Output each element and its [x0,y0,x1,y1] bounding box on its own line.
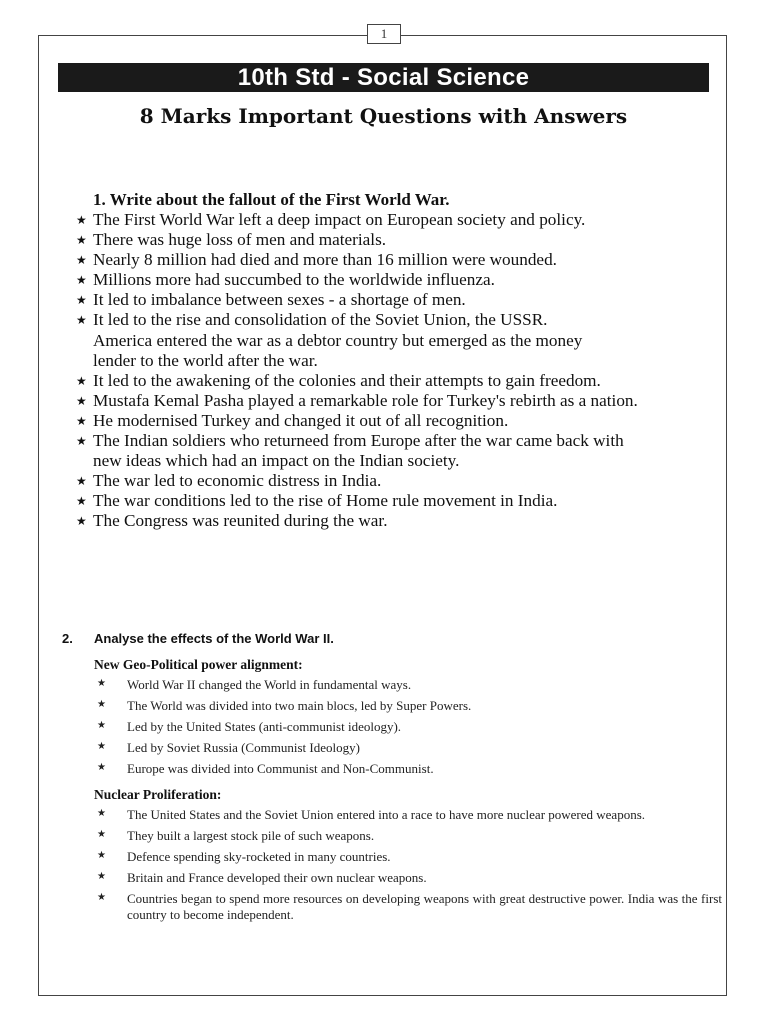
list-item [76,290,726,310]
star-icon: ★ [76,474,87,489]
list-item-text: The Congress was reunited during the war. [93,511,388,531]
question-1-title: 1. Write about the fallout of the First World War. [93,190,450,209]
question-2 [62,630,722,928]
star-icon: ★ [97,891,106,903]
list-item-text: There was huge loss of men and materials. [93,230,387,250]
list-item-text: The United States and the Soviet Union entered into a race to have more nuclear powered weapons. [127,806,646,822]
list-item [76,210,726,230]
list-item [76,491,726,511]
list-item [94,891,722,924]
list-item-text: Europe was divided into Communist and Non-Communist. [127,761,434,776]
question-2-title: Analyse the effects of the World War II. [94,631,334,646]
list-item [94,719,722,736]
list-item [76,250,726,270]
list-item-text: The First World War left a deep impact on European society and policy. [93,210,586,229]
list-item-text: It led to imbalance between sexes - a shortage of men. [93,290,466,310]
star-icon: ★ [97,720,106,731]
list-item [76,270,726,290]
list-item [76,230,726,250]
list-item-text: The Indian soldiers who returneed from Europe after the war came back with new ideas which had an impact on the Indian society. [93,431,624,471]
star-icon: ★ [76,514,87,529]
list-item-text: They built a largest stock pile of such weapons. [127,827,375,843]
star-icon: ★ [97,828,106,840]
star-icon: ★ [97,762,106,773]
list-item [76,391,726,411]
list-item-text: Countries began to spend more resources on developing weapons with great destructive power. India was the first country to become independent. [127,890,722,922]
question-1 [76,190,726,532]
section-heading: New Geo-Political power alignment: [94,657,303,672]
star-icon: ★ [97,678,106,689]
list-item [94,807,722,824]
question-2-header [62,630,722,648]
star-icon: ★ [76,233,87,248]
star-icon: ★ [97,699,106,710]
page-title: 10th Std - Social Science [58,63,709,92]
list-item [94,870,722,887]
star-icon: ★ [76,393,87,408]
star-icon: ★ [76,293,87,308]
list-item-text: It led to the awakening of the colonies and their attempts to gain freedom. [93,370,601,390]
list-item-text: The World was divided into two main blocs, led by Super Powers. [127,698,472,713]
list-item [94,761,722,778]
page-subtitle: 8 Marks Important Questions with Answers [139,104,628,128]
star-icon: ★ [76,373,87,388]
list-item [76,471,726,491]
section-heading: Nuclear Proliferation: [94,786,222,802]
list-item [76,511,726,531]
star-icon: ★ [97,849,106,861]
list-item-text: The war conditions led to the rise of Home rule movement in India. [93,491,558,511]
list-item-text: It led to the rise and consolidation of the Soviet Union, the USSR. [93,310,548,330]
list-item [94,698,722,715]
list-item-text: He modernised Turkey and changed it out of all recognition. [93,410,509,430]
section-list [94,807,722,924]
list-item-text: World War II changed the World in fundamental ways. [127,677,412,692]
page-number: 1 [367,24,401,44]
star-icon: ★ [97,741,106,752]
list-item-text: The war led to economic distress in India. [93,471,382,491]
list-item [94,849,722,866]
list-item-text: Defence spending sky-rocketed in many countries. [127,848,391,864]
star-icon: ★ [76,273,87,288]
star-icon: ★ [97,807,106,819]
star-icon: ★ [76,413,87,428]
list-item-text: Millions more had succumbed to the worldwide influenza. [93,270,495,290]
star-icon: ★ [76,213,87,227]
list-item [94,677,722,694]
list-item-continuation: America entered the war as a debtor country but emerged as the money lender to the world after the war. [93,330,583,370]
list-item-text: Led by Soviet Russia (Communist Ideology) [127,740,360,755]
star-icon: ★ [97,870,106,882]
list-item [76,411,726,431]
question-2-number: 2. [62,631,73,646]
question-1-answer-list [76,210,726,532]
star-icon: ★ [76,313,87,328]
list-item [76,371,726,391]
star-icon: ★ [76,494,87,509]
star-icon: ★ [76,434,87,449]
list-item-text: Nearly 8 million had died and more than 16 million were wounded. [93,250,557,270]
section-list [94,677,722,778]
list-item-text: Led by the United States (anti-communist ideology). [127,719,402,734]
list-item [76,431,726,471]
list-item [94,740,722,757]
list-item-text: Mustafa Kemal Pasha played a remarkable role for Turkey's rebirth as a nation. [93,390,638,410]
question-2-sections [62,656,722,924]
star-icon: ★ [76,253,87,268]
list-item [76,310,726,330]
list-item-text: Britain and France developed their own nuclear weapons. [127,869,427,885]
list-item [94,828,722,845]
